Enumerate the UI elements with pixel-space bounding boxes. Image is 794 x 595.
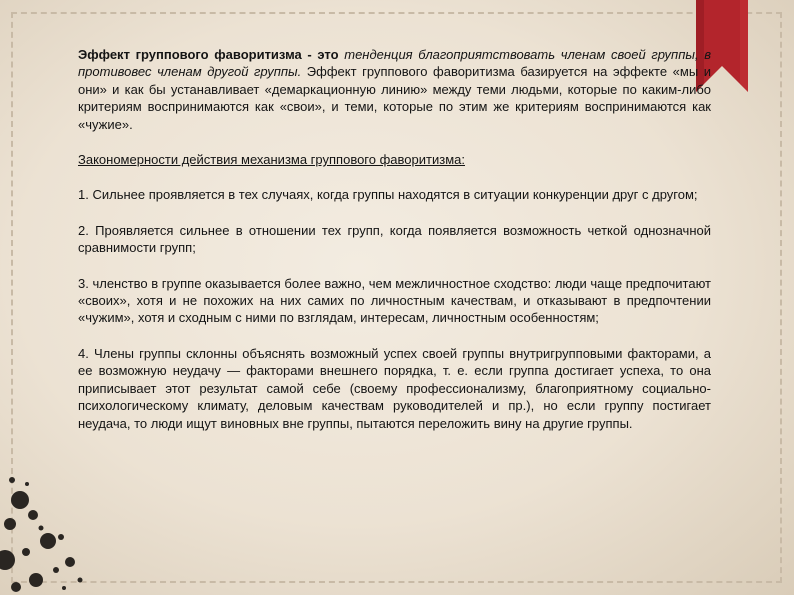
list-item-1: 1. Сильнее проявляется в тех случаях, когда группы находятся в ситуации конкуренции друг с другом;	[78, 187, 698, 203]
section-heading: Закономерности действия механизма группового фаворитизма:	[78, 152, 465, 168]
intro-text: Эффект группового фаворитизма базируется на эффекте «мы и они» и как бы устанавливает «демаркационную линию» между теми людьми, которые по каким-либо критериям воспринимаются как «свои», и теми, которые по этим же критериям воспринимаются как «чужие».	[78, 64, 712, 132]
intro-paragraph	[78, 46, 711, 133]
ink-splatter-icon	[0, 420, 90, 595]
term-definition: тенденция благоприятствовать членам своей группы, в противовес членам другой группы.	[78, 47, 712, 80]
list-item-3: 3. членство в группе оказывается более важно, чем межличностное сходство: люди чаще предпочитают «своих», хотя и не похожих на них самих по личностным качествам, и отказывают в предпочтении «чужим», хотя и сходным с ними по взглядам, интересам, личностным особенностям;	[78, 275, 711, 326]
list-item-2: 2. Проявляется сильнее в отношении тех групп, когда появляется возможность четкой однозначной сравнимости групп;	[78, 222, 711, 256]
term-label: Эффект группового фаворитизма - это	[78, 47, 339, 62]
list-item-4: 4. Члены группы склонны объяснять возможный успех своей группы внутригрупповыми факторами, а ее возможную неудачу — факторами внешнего порядка, т. е. если группа достигает успеха, то она приписывает этот результат самой себе (своему профессионализму, благоприятному социально-психологическому климату, деловым качествам руководителей и пр.), но если группу постигает неудача, то люди ищут виновных вне группы, пытаются переложить вину на другие группы.	[78, 345, 711, 431]
slide-content	[78, 46, 711, 432]
